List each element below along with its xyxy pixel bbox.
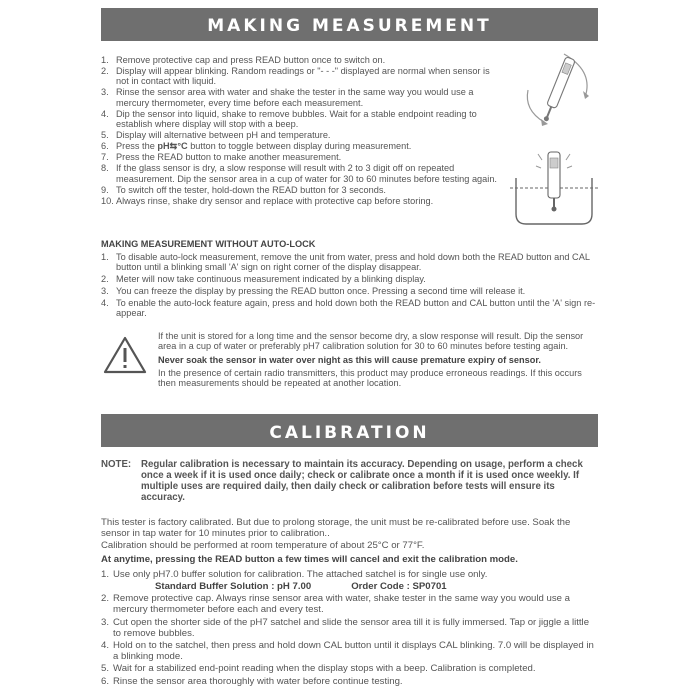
- list-item: 2. Display will appear blinking. Random readings or "- - -" displayed are normal when sensor is not in contact with liquid.: [101, 66, 490, 87]
- list-item: 4. Dip the sensor into liquid, shake to remove bubbles. Wait for a stable endpoint reading to establish where display will stop with a beep.: [101, 108, 477, 130]
- caution-warning-text: Never soak the sensor in water over night as this will cause premature expiry of sensor.: [158, 354, 541, 365]
- section-banner-calibration: [101, 414, 598, 447]
- buffer-label: Standard Buffer Solution : pH 7.00: [155, 580, 312, 592]
- list-item: 1. Use only pH7.0 buffer solution for calibration. The attached satchel is for single use only. Standard Buffer Solution : pH 7.00 Order Code : SP0701: [101, 570, 598, 593]
- ph-temp-button-label: pH⇆°C: [157, 141, 188, 152]
- list-item: 1. To disable auto-lock measurement, remove the unit from water, press and hold down both the READ button and CAL button until a blinking small 'A' sign on right corner of the display disappear.: [101, 252, 590, 273]
- note-label: NOTE:: [101, 459, 132, 470]
- tester-in-cup-illustration: [508, 148, 600, 228]
- calibration-steps-list: [101, 570, 598, 689]
- list-item: 8. If the glass sensor is dry, a slow response will result with 2 to 3 digit off on repeated measurement. Dip the sensor area in a cup of water for 30 to 60 minutes before testing again.: [101, 163, 497, 184]
- warning-icon: [103, 336, 147, 374]
- list-item: 7. Press the READ button to make another measurement.: [101, 152, 342, 163]
- list-item: 3. You can freeze the display by pressing the READ button once. Pressing a second time will release it.: [101, 286, 526, 297]
- measurement-steps-list: [101, 55, 496, 207]
- caution-text: In the presence of certain radio transmitters, this product may produce erroneous readings. If this occurs then measurements should be repeated at another location.: [158, 367, 582, 389]
- auto-lock-steps-list: [101, 252, 598, 320]
- caution-block: [158, 331, 596, 391]
- section-title: CALIBRATION: [269, 423, 430, 443]
- section-banner-making-measurement: [101, 8, 598, 41]
- calibration-cancel-note: At anytime, pressing the READ button a few times will cancel and exit the calibration mode.: [101, 554, 518, 565]
- list-item: 1. Remove protective cap and press READ button once to switch on.: [101, 55, 386, 65]
- list-item: 4. To enable the auto-lock feature again, press and hold down both the READ button and CAL button until the 'A' sign re-appear.: [101, 297, 596, 319]
- list-item: 5. Wait for a stabilized end-point reading when the display stops with a beep. Calibration is completed.: [101, 663, 536, 675]
- list-item: 2. Meter will now take continuous measurement indicated by a blinking display.: [101, 274, 426, 285]
- buffer-solution-line: [113, 582, 598, 593]
- list-item: 4. Hold on to the satchel, then press and hold down CAL button until it displays CAL blinking. 7.0 will be displayed in a blinking mode.: [101, 639, 594, 662]
- list-item: 9. To switch off the tester, hold-down the READ button for 3 seconds.: [101, 184, 386, 195]
- list-item: 3. Cut open the shorter side of the pH7 satchel and slide the sensor area till it is fully immersed. Tap or jiggle a little to remove bubbles.: [101, 616, 590, 639]
- caution-text: If the unit is stored for a long time and the sensor become dry, a slow response will result. Dip the sensor area in a cup of water or preferably pH7 calibration solution for 30 to 60 minutes before testing again.: [158, 331, 584, 352]
- list-item: 3. Rinse the sensor area with water and shake the tester in the same way you would use a mercury thermometer, every time before each measurement.: [101, 87, 474, 108]
- calibration-paragraph: This tester is factory calibrated. But due to prolong storage, the unit must be re-calibrated before use. Soak the sensor in tap water for 10 minutes prior to calibration..: [101, 517, 571, 539]
- calibration-paragraph: Calibration should be performed at room temperature of about 25°C or 77°F.: [101, 540, 425, 551]
- list-item: 5. Display will alternative between pH and temperature.: [101, 130, 331, 141]
- list-item: 6. Press the pH⇆°C button to toggle between display during measurement.: [101, 141, 412, 152]
- list-item: 2. Remove protective cap. Always rinse sensor area with water, shake tester in the same way you would use a mercury thermometer before each and every test.: [101, 593, 570, 616]
- list-item: 6. Rinse the sensor area thoroughly with water before continue testing.: [101, 675, 403, 687]
- note-text: Regular calibration is necessary to maintain its accuracy. Depending on usage, perform a check once a week if it is used once daily; check or calibrate once a month if it is used once weekly. If multiple uses are required daily, then daily check or calibration before tests will ensure its accuracy.: [141, 459, 583, 503]
- subheading-without-auto-lock: MAKING MEASUREMENT WITHOUT AUTO-LOCK: [101, 239, 316, 249]
- tester-shaking-illustration: [514, 50, 600, 132]
- list-item: 10. Always rinse, shake dry sensor and replace with protective cap before storing.: [101, 195, 434, 206]
- calibration-note: [101, 459, 598, 503]
- section-title: MAKING MEASUREMENT: [207, 16, 492, 36]
- order-code: Order Code : SP0701: [351, 580, 447, 592]
